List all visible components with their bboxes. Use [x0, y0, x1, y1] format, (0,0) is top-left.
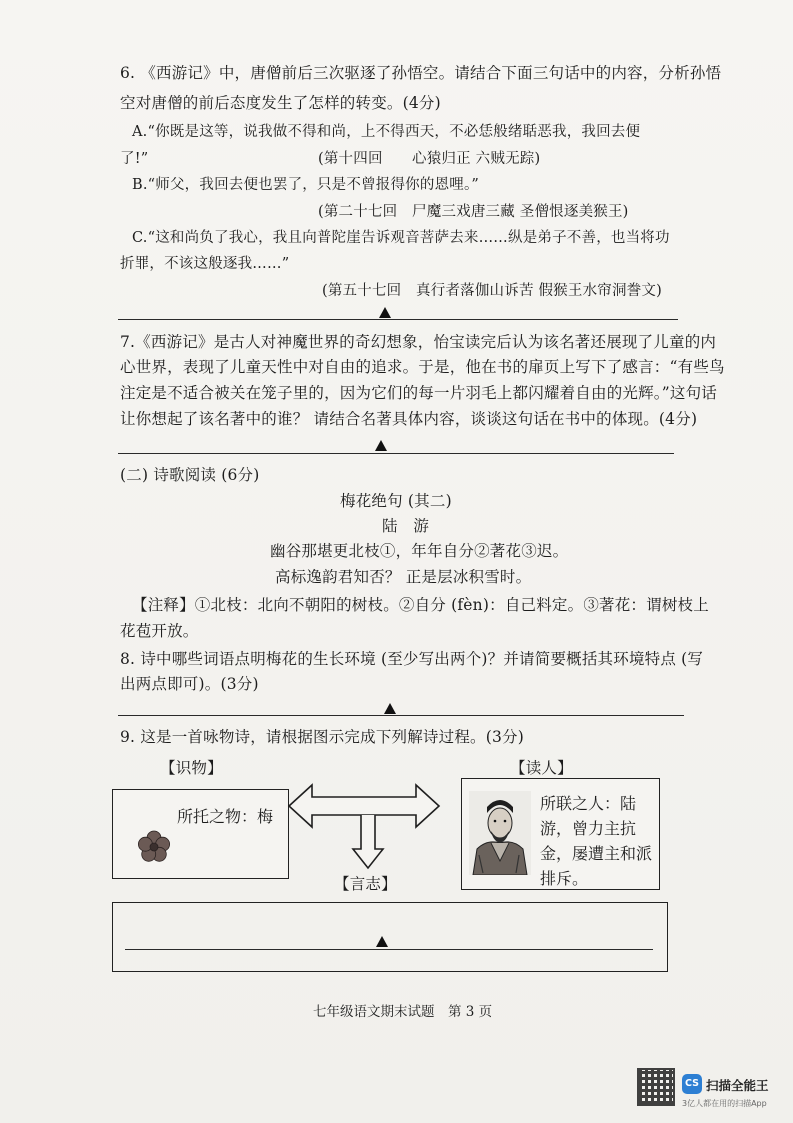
q6-option-b-source: (第二十七回 尸魔三戏唐三藏 圣僧恨逐美猴王) [318, 204, 629, 220]
q7-line4: 让你想起了该名著中的谁？ 请结合名著具体内容，谈谈这句话在书中的体现。(4分) [120, 410, 698, 428]
aspiration-answer-box [112, 902, 668, 972]
poem-note-line2: 花苞开放。 [120, 622, 199, 640]
answer-marker-q8 [384, 703, 396, 714]
lu-you-portrait-icon [469, 791, 531, 875]
q6-line2: 空对唐僧的前后态度发生了怎样的转变。(4分) [120, 94, 441, 112]
qr-code-icon [637, 1068, 675, 1106]
answer-line-q7[interactable] [118, 453, 674, 454]
label-express-aspiration: 【言志】 [334, 875, 397, 893]
diagram-box-object [112, 789, 289, 879]
q8-line2: 出两点即可)。(3分) [120, 675, 259, 693]
person-text [540, 791, 652, 891]
q6-line1: 6. 《西游记》中，唐僧前后三次驱逐了孙悟空。请结合下面三句话中的内容，分析孙悟 [120, 64, 722, 82]
q7-line2: 心世界，表现了儿童天性中对自由的追求。于是，他在书的扉页上写下了感言：“有些鸟 [120, 358, 725, 376]
camscanner-logo: CS [682, 1074, 702, 1094]
q6-option-c-cont: 折罪，不该这般逐我……” [120, 256, 290, 272]
poem-author: 陆 游 [382, 517, 430, 535]
label-identify-object: 【识物】 [160, 759, 223, 777]
answer-marker-q9 [376, 936, 388, 947]
q6-option-a: A.“你既是这等，说我做不得和尚，上不得西天，不必恁般绪聒恶我，我回去便 [132, 124, 641, 140]
q6-option-b: B.“师父，我回去便也罢了，只是不曾报得你的恩哩。” [132, 177, 480, 193]
person-text-line2: 游，曾力主抗 [540, 819, 637, 838]
q9-line1: 9. 这是一首咏物诗，请根据图示完成下列解诗过程。(3分) [120, 728, 524, 746]
plum-blossom-icon [135, 828, 173, 866]
q8-line1: 8. 诗中哪些词语点明梅花的生长环境 (至少写出两个)？并请简要概括其环境特点 (写 [120, 650, 704, 668]
person-text-line3: 金，屡遭主和派 [540, 844, 653, 863]
page-footer: 七年级语文期末试题 第 3 页 [313, 1004, 493, 1020]
answer-marker-q6 [379, 307, 391, 318]
camscanner-name: 扫描全能王 [706, 1078, 769, 1093]
person-text-line4: 排斥。 [540, 869, 589, 888]
camscanner-tagline: 3亿人都在用的扫描App [682, 1099, 767, 1108]
answer-line-q9[interactable] [125, 949, 653, 950]
answer-line-q6[interactable] [118, 319, 678, 320]
object-text: 所托之物：梅 [177, 807, 274, 826]
q6-option-a-cont: 了!” [120, 151, 149, 167]
label-read-person: 【读人】 [510, 759, 573, 777]
poem-verse2: 高标逸韵君知否？ 正是层冰积雪时。 [275, 568, 532, 586]
q6-option-c: C.“这和尚负了我心，我且向普陀崖告诉观音菩萨去来……纵是弟子不善，也当将功 [132, 230, 670, 246]
poem-title: 梅花绝句 (其二) [340, 492, 452, 510]
poem-verse1: 幽谷那堪更北枝①，年年自分②著花③迟。 [270, 542, 569, 560]
q6-option-c-source: (第五十七回 真行者落伽山诉苦 假猴王水帘洞誊文) [322, 283, 662, 299]
poem-note-line1: 【注释】①北枝：北向不朝阳的树枝。②自分 (fèn)：自己料定。③著花：谓树枝上 [132, 596, 709, 614]
q7-line1: 7.《西游记》是古人对神魔世界的奇幻想象，怡宝读完后认为该名著还展现了儿童的内 [120, 333, 717, 351]
arrow-diagram [286, 779, 446, 871]
down-arrow-icon [353, 815, 383, 868]
section-heading: (二) 诗歌阅读 (6分) [120, 466, 260, 484]
answer-marker-q7 [375, 440, 387, 451]
answer-line-q8[interactable] [118, 715, 684, 716]
q7-line3: 注定是不适合被关在笼子里的，因为它们的每一片羽毛上都闪耀着自由的光辉。”这句话 [120, 384, 717, 402]
diagram-box-person [461, 778, 660, 890]
q6-option-a-source: (第十四回 心猿归正 六贼无踪) [318, 151, 541, 167]
person-text-line1: 所联之人：陆 [540, 794, 637, 813]
